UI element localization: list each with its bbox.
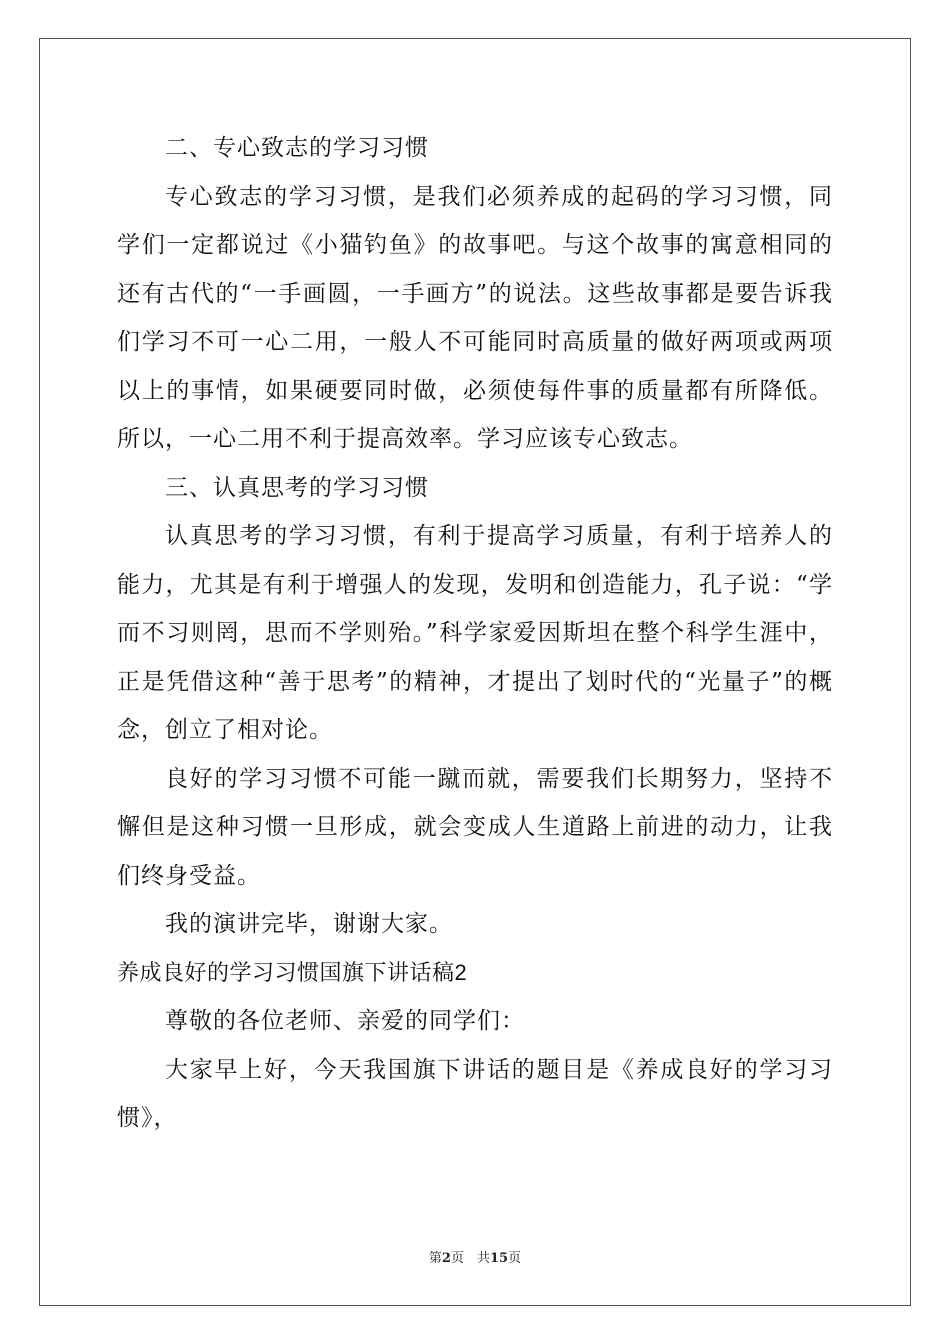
page-footer <box>0 1247 950 1266</box>
footer-mid: 页 共 <box>450 1251 490 1266</box>
footer-total-pages: 15 <box>489 1251 509 1266</box>
footer-current-page: 2 <box>441 1251 451 1266</box>
footer-suffix: 页 <box>508 1251 522 1266</box>
heading-focus-habit: 二、专心致志的学习习惯 <box>165 135 429 161</box>
paragraph-intro: 大家早上好，今天我国旗下讲话的题目是《养成良好的学习习惯》， <box>117 1056 833 1131</box>
paragraph-focus-habit: 专心致志的学习习惯，是我们必须养成的起码的学习习惯，同学们一定都说过《小猫钓鱼》的故事吧。与这个故事的寓意相同的还有古代的“一手画圆，一手画方”的说法。这些故事都是要告诉我们学习不可一心二用，一般人不可能同时高质量的做好两项或两项以上的事情，如果硬要同时做，必须使每件事的质量都有所降低。所以，一心二用不利于提高效率。学习应该专心致志。 <box>117 183 833 452</box>
section-title-speech-2: 养成良好的学习习惯国旗下讲话稿2 <box>117 959 468 985</box>
paragraph-closing: 我的演讲完毕，谢谢大家。 <box>165 911 453 937</box>
footer-prefix: 第 <box>428 1251 442 1266</box>
paragraph-thinking-habit: 认真思考的学习习惯，有利于提高学习质量，有利于培养人的能力，尤其是有利于增强人的发现，发明和创造能力，孔子说：“学而不习则罔，思而不学则殆。”科学家爱因斯坦在整个科学生涯中，正是凭借这种“善于思考”的精神，才提出了划时代的“光量子”的概念，创立了相对论。 <box>117 523 833 743</box>
paragraph-greeting: 尊敬的各位老师、亲爱的同学们： <box>165 1008 525 1034</box>
document-body <box>117 124 833 1143</box>
heading-thinking-habit: 三、认真思考的学习习惯 <box>165 474 429 501</box>
paragraph-conclusion: 良好的学习习惯不可能一蹴而就，需要我们长期努力，坚持不懈但是这种习惯一旦形成，就会变成人生道路上前进的动力，让我们终身受益。 <box>117 765 833 889</box>
